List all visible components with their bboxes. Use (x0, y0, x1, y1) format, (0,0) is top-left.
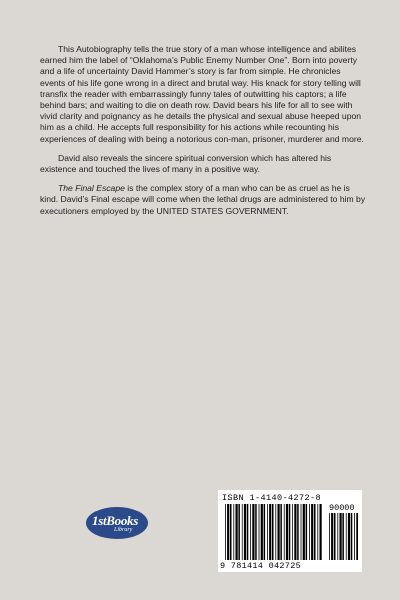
book-title-italic: The Final Escape (58, 183, 125, 194)
ean-barcode-bars (224, 504, 322, 560)
barcode-number: 9 781414 042725 (220, 561, 302, 571)
description-paragraph-3 (40, 183, 366, 217)
supplement-barcode-bars (328, 513, 358, 560)
back-cover-description (40, 44, 366, 225)
barcode-supplement-number: 90000 (329, 503, 355, 513)
isbn-barcode (218, 490, 362, 572)
publisher-logo-text: 1stBooks (92, 513, 139, 528)
isbn-label: ISBN 1-4140-4272-8 (222, 493, 322, 503)
publisher-logo-subtext: Library (114, 527, 133, 533)
description-paragraph-3-text: is the complex story of a man who can be as cruel as he is kind. David’s Final escape will come when the lethal drugs are administered to him by executioners employed by the UNITED STATES GOVERNMENT. (40, 183, 366, 216)
publisher-logo (86, 505, 150, 541)
description-paragraph-2: David also reveals the sincere spiritual conversion which has altered his existence and touched the lives of many in a positive way. (40, 152, 332, 175)
description-paragraph-1: This Autobiography tells the true story of a man whose intelligence and abilites earned him the label of “Oklahoma’s Public Enemy Number One”. Born into poverty and a life of uncertainty David Hammer’s story is far from simple. He chronicles events of his life gone wrong in a direct and brutal way. His knack for story telling will transfix the reader with embarrassingly funny tales of outwitting his captors; a life behind bars; and waiting to die on death row. David bears his life for all to see with vivid clarity and poignancy as he details the physical and sexual abuse heeped upon him as a child. He accepts full responsibility for his actions while recounting his experiences of dealing with being a notorious con-man, prisoner, murderer and more. (40, 44, 364, 144)
